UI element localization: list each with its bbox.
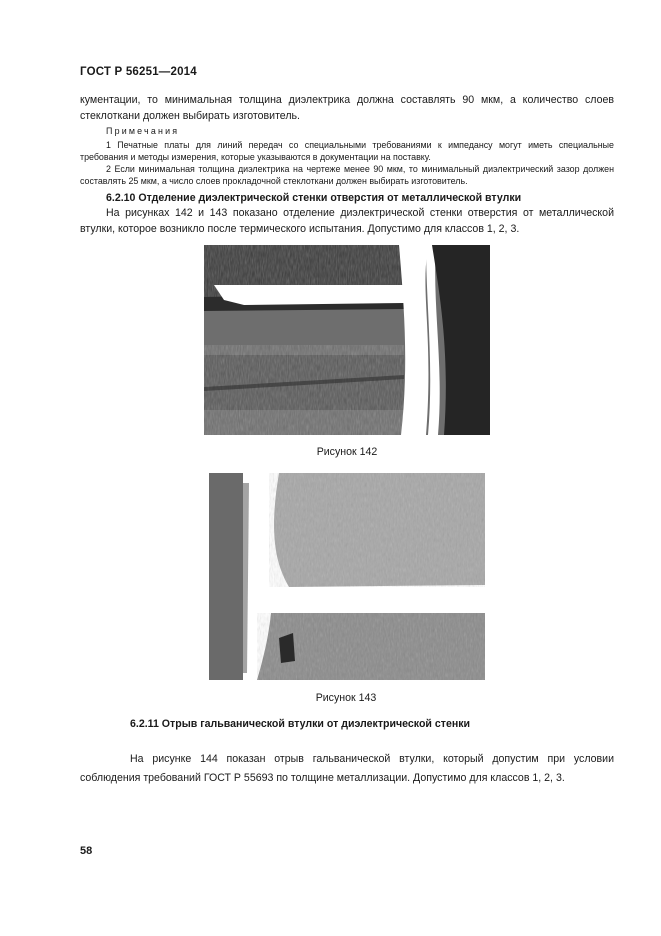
page-number: 58: [80, 845, 93, 857]
note-1: 1 Печатные платы для линий передач со специальными требованиями к импедансу могут иметь специальные требования и методы измерения, которые указываются в документации на поставку.: [80, 140, 614, 162]
document-header: ГОСТ Р 56251—2014: [80, 66, 197, 78]
figure-143-micrograph: [209, 473, 485, 680]
figure-142-micrograph: [204, 245, 490, 435]
intro-paragraph: кументации, то минимальная толщина диэлектрика должна составлять 90 мкм, а количество слоев стеклоткани должен выбирать изготовитель.: [80, 94, 614, 122]
section-6-2-10-title: 6.2.10 Отделение диэлектрической стенки отверстия от металлической втулки: [106, 192, 522, 204]
section-6-2-10-text: На рисунках 142 и 143 показано отделение диэлектрической стенки отверстия от металлической втулки, которое возникло после термического испытания. Допустимо для классов 1, 2, 3.: [80, 207, 614, 235]
notes-title: Примечания: [106, 126, 180, 136]
figure-143-caption: Рисунок 143: [315, 692, 377, 704]
section-6-2-11-text: На рисунке 144 показан отрыв гальванической втулки, который допустим при условии соблюдения требований ГОСТ Р 55693 по толщине металлизации. Допустимо для классов 1, 2, 3.: [80, 753, 614, 784]
note-2: 2 Если минимальная толщина диэлектрика на чертеже менее 90 мкм, то минимальный диэлектрический зазор должен составлять 25 мкм, а число слоев прокладочной стеклоткани должен выбирать изготовитель.: [80, 164, 614, 186]
figure-142-caption: Рисунок 142: [316, 446, 378, 458]
section-6-2-11-title: 6.2.11 Отрыв гальванической втулки от диэлектрической стенки: [130, 718, 471, 730]
